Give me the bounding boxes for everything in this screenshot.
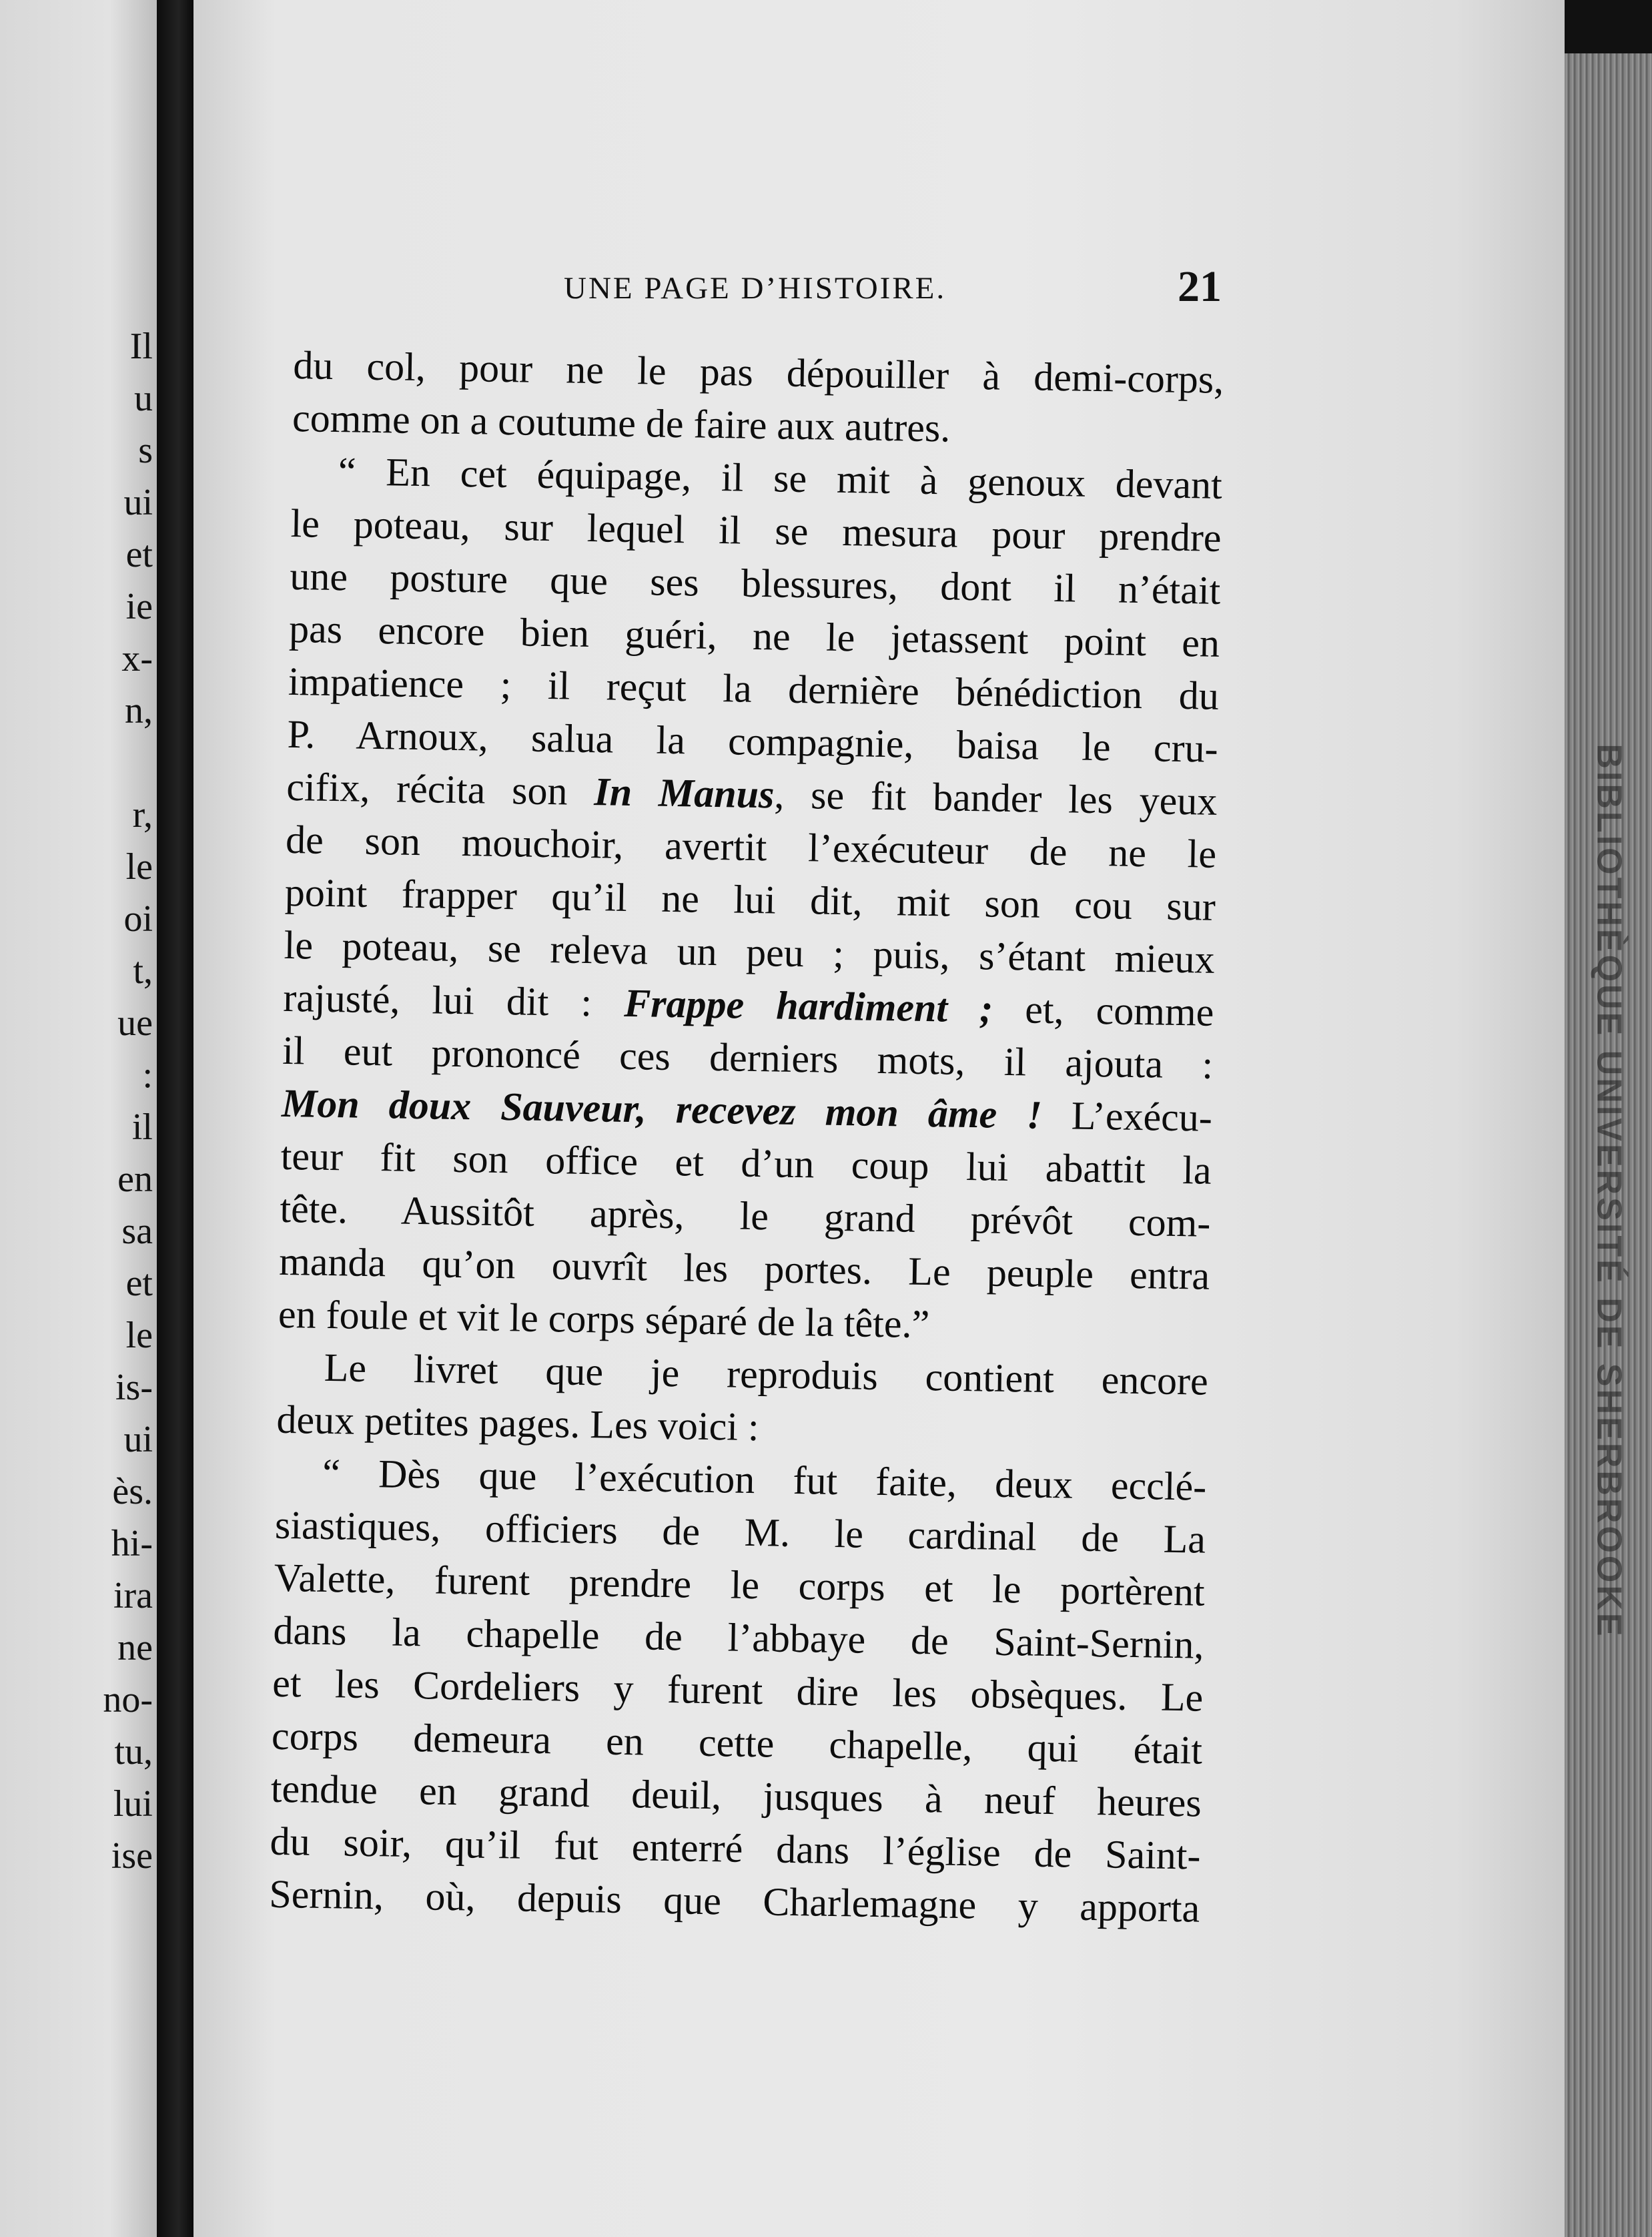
left-page-fragment: ue: [117, 1002, 153, 1044]
left-page-fragment: no-: [103, 1679, 153, 1720]
italic-phrase: In Manus: [593, 769, 775, 817]
left-page-fragment: r,: [132, 794, 153, 836]
left-page-fragment: et: [125, 1263, 153, 1304]
text-line: Sernin, où, depuis que Charlemagne y apporta: [268, 1871, 1200, 1931]
left-page-fragment: n,: [125, 690, 153, 731]
text-line: Valette, furent prendre le corps et le portèrent: [274, 1555, 1206, 1614]
italic-phrase: Frappe hardiment ;: [623, 980, 993, 1031]
left-page-fragment: [6, 737, 153, 789]
body-text: [269, 339, 1224, 1935]
left-page-fragment: u: [134, 378, 153, 419]
book-gutter: [157, 0, 193, 2237]
paragraph-first-line: Le livret que je reproduis contient encore: [324, 1345, 1209, 1403]
text-line: de son mouchoir, avertit l’exécuteur de ne le: [285, 817, 1217, 876]
running-head: UNE PAGE D’HISTOIRE.: [564, 271, 947, 306]
left-page-fragment: ès.: [112, 1471, 153, 1512]
left-page-fragment: en: [117, 1159, 153, 1200]
left-page-fragment: :: [142, 1054, 153, 1096]
text-run: cifix, récita son: [286, 764, 594, 814]
text-run: et, comme: [992, 986, 1214, 1034]
left-page-fragment: hi-: [111, 1523, 153, 1564]
text-line: impatience ; il reçut la dernière bénédiction du: [288, 659, 1220, 718]
left-facing-page: [0, 0, 157, 2237]
left-page-fragment: ne: [117, 1627, 153, 1668]
text-line: et les Cordeliers y furent dire les obsèques. Le: [272, 1660, 1204, 1720]
text-run: L’exécu-: [1042, 1092, 1213, 1140]
left-page-fragment: ui: [123, 1419, 153, 1460]
text-line: deux petites pages. Les voici :: [276, 1397, 760, 1450]
left-page-fragment: ise: [111, 1835, 153, 1877]
left-page-fragment: et: [125, 534, 153, 575]
left-page-fragment: oi: [123, 898, 153, 940]
left-page-fragment: le: [125, 846, 153, 888]
left-page-fragment: lui: [113, 1783, 153, 1825]
paragraph-first-line: “ Dès que l’exécution fut faite, deux ecclé-: [322, 1450, 1207, 1509]
text-line: il eut prononcé ces derniers mots, il ajouta :: [282, 1028, 1214, 1087]
left-page-fragment: is-: [115, 1367, 153, 1408]
page-number: 21: [1178, 262, 1222, 311]
left-page-fragment: il: [131, 1106, 153, 1148]
left-page-fragment: ira: [113, 1575, 153, 1616]
left-page-fragment: t,: [133, 950, 153, 992]
text-line: siastiques, officiers de M. le cardinal de La: [274, 1502, 1206, 1562]
text-line: dans la chapelle de l’abbaye de Saint-Sernin,: [273, 1608, 1204, 1667]
text-line: corps demeura en cette chapelle, qui était: [271, 1713, 1203, 1773]
library-stamp-text: BIBLIOTHÈQUE UNIVERSITÉ DE SHERBROOKE: [1590, 743, 1629, 1639]
left-page-text-fragments: [6, 320, 153, 1882]
left-page-fragment: x-: [121, 638, 153, 679]
text-line: tête. Aussitôt après, le grand prévôt com-: [280, 1186, 1211, 1245]
text-line: le poteau, sur lequel il se mesura pour prendre: [290, 501, 1222, 560]
left-page-fragment: ie: [125, 586, 153, 627]
italic-phrase: Mon doux Sauveur, recevez mon âme !: [281, 1080, 1043, 1137]
text-line: pas encore bien guéri, ne le jetassent point en: [288, 606, 1220, 665]
text-line: manda qu’on ouvrît les portes. Le peuple entra: [278, 1239, 1210, 1298]
text-line: teur fit son office et d’un coup lui abattit la: [280, 1133, 1212, 1193]
text-line: une posture que ses blessures, dont il n’était: [289, 553, 1221, 613]
fore-edge-shadow: [1565, 0, 1652, 53]
left-page-fragment: Il: [129, 326, 153, 367]
text-run: rajusté, lui dit :: [282, 975, 625, 1025]
text-line: point frapper qu’il ne lui dit, mit son cou sur: [284, 870, 1216, 929]
text-line: P. Arnoux, salua la compagnie, baisa le cru-: [287, 711, 1219, 771]
left-page-fragment: le: [125, 1315, 153, 1356]
text-line: le poteau, se releva un peu ; puis, s’étant mieux: [284, 922, 1216, 982]
left-page-fragment: sa: [121, 1211, 153, 1252]
text-line: du soir, qu’il fut enterré dans l’église de Saint-: [270, 1819, 1201, 1878]
text-run: , se fit bander les yeux: [773, 772, 1218, 824]
left-page-fragment: s: [138, 430, 153, 471]
library-stamp: [1556, 743, 1652, 1639]
text-line: comme on a coutume de faire aux autres.: [292, 395, 951, 450]
paragraph-first-line: “ En cet équipage, il se mit à genoux devant: [338, 449, 1223, 507]
text-line: en foule et vit le corps séparé de la tête.”: [278, 1291, 930, 1347]
left-page-fragment: ui: [123, 482, 153, 523]
left-page-fragment: tu,: [114, 1731, 153, 1773]
text-line: du col, pour ne le pas dépouiller à demi-corps,: [292, 342, 1224, 402]
text-line: tendue en grand deuil, jusques à neuf heures: [270, 1766, 1202, 1825]
